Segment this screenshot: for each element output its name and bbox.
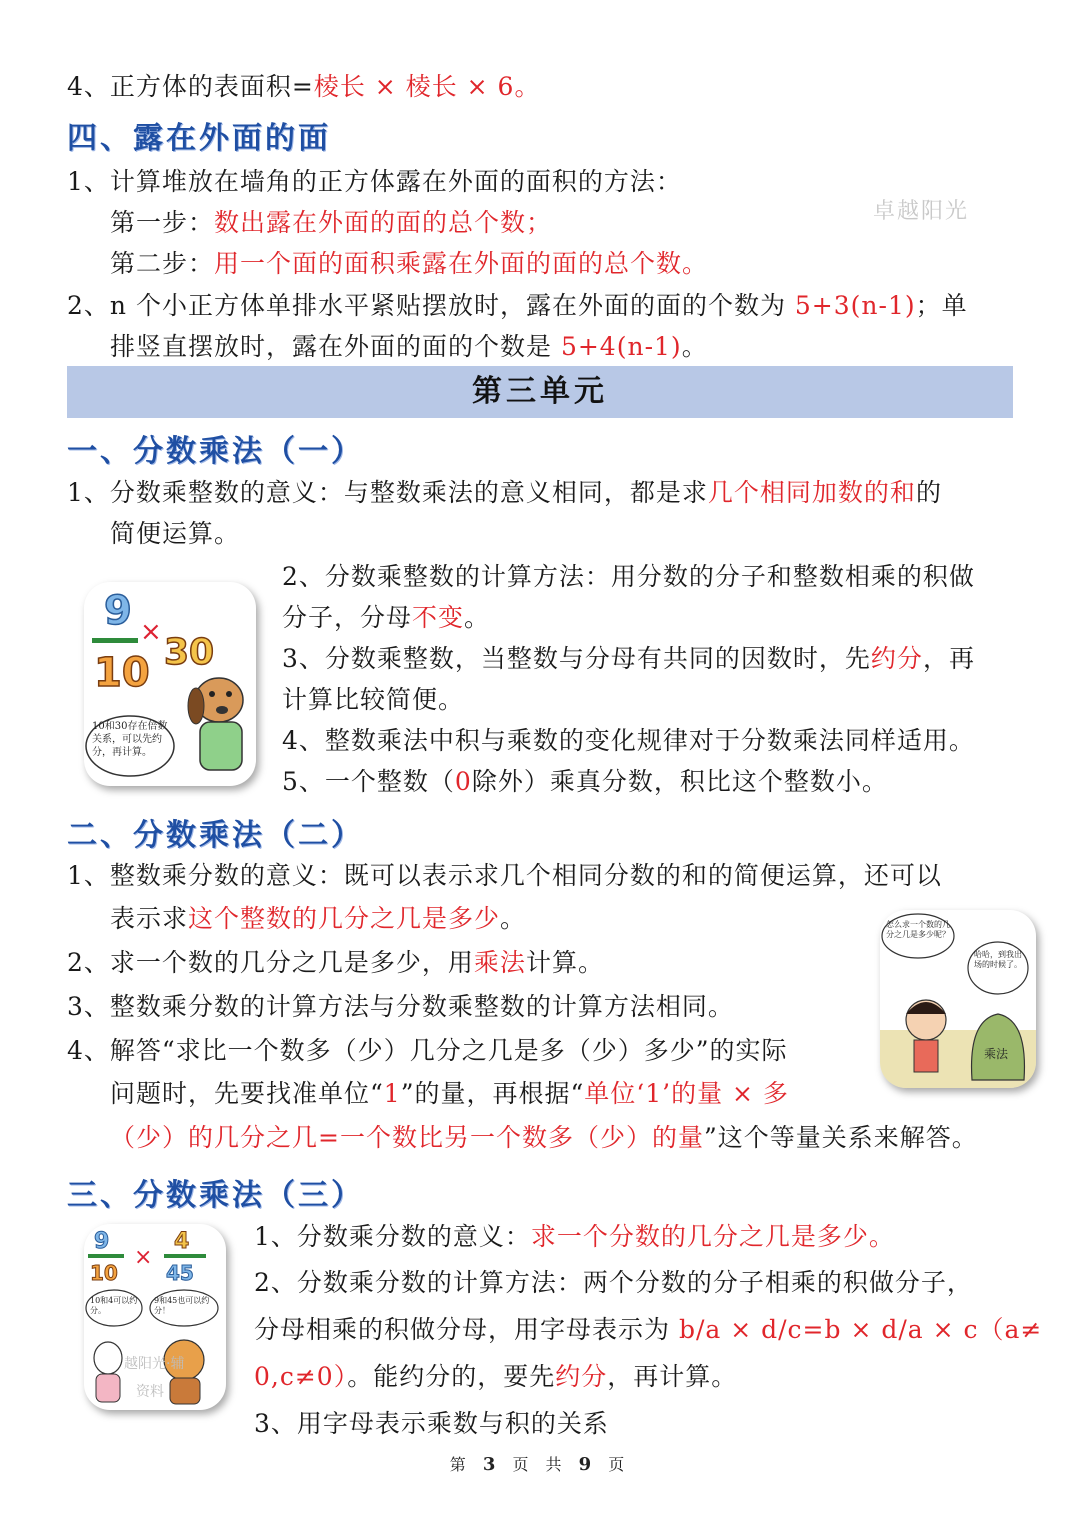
bubble-text-wrap (92, 720, 170, 774)
bubble-text: 9和45也可以约分！ (154, 1296, 210, 1315)
vertical-row-rule (110, 330, 708, 364)
card-d2: 45 (166, 1261, 194, 1285)
item-text: 分母相乘的积做分母，用字母表示为 (254, 1315, 679, 1344)
fraction-bar (164, 1254, 206, 1258)
part2-item4: 4、解答“求比一个数多（少）几分之几是多（少）多少”的实际 (67, 1036, 788, 1065)
dog-ear (188, 688, 204, 724)
item-tail: ，再 (922, 644, 975, 673)
dog-nose (216, 706, 228, 714)
item-text: 分子，分母 (282, 603, 413, 632)
section-heading-part3: 三、分数乘法（三） (67, 1178, 364, 1213)
item-text: 5、一个整数（ (282, 767, 455, 796)
bubble-text-wrap (974, 950, 1024, 990)
step-one-text: 数出露在外面的面的总个数； (214, 208, 553, 237)
part3-item1 (254, 1220, 895, 1254)
part2-item1-cont (110, 902, 526, 936)
item-tail: 计算。 (525, 948, 604, 977)
section-heading-exposed-faces: 四、露在外面的面 (67, 121, 331, 156)
card-numerator: 9 (104, 588, 132, 634)
item-red: 几个相同加数的和 (707, 478, 916, 507)
illustration-svg (84, 1224, 226, 1410)
lion-body (170, 1378, 200, 1404)
item-text: 3、分数乘整数，当整数与分母有共同的因数时，先 (282, 644, 871, 673)
item-tail: ，再计算。 (607, 1362, 738, 1391)
item-mid: ”的量，再根据“ (400, 1079, 585, 1108)
item-red: 不变 (412, 603, 465, 632)
cabbage-label: 乘法 (984, 1047, 1009, 1061)
item-text: 1、分数乘整数的意义：与整数乘法的意义相同，都是求 (67, 478, 708, 507)
part2-item3: 3、整数乘分数的计算方法与分数乘整数的计算方法相同。 (67, 992, 734, 1021)
card-n1: 9 (94, 1229, 110, 1254)
fraction-times-integer-illustration (84, 582, 256, 786)
item-text: 1、分数乘分数的意义： (254, 1222, 531, 1251)
fraction-bar (88, 1254, 124, 1258)
rabbit-head (94, 1342, 122, 1374)
part3-item2-cont2 (254, 1360, 737, 1394)
section-heading-part1: 一、分数乘法（一） (67, 434, 364, 469)
footer-pre: 第 (449, 1455, 472, 1474)
item-red-1: 1 (383, 1079, 401, 1108)
illustration-svg (880, 910, 1036, 1088)
item-text: 问题时，先要找准单位“ (110, 1079, 384, 1108)
rabbit-body (96, 1374, 120, 1402)
bubble-text: 哈哈，到我出场的时候了。 (974, 950, 1022, 969)
card-d1: 10 (90, 1261, 118, 1285)
card-times: × (134, 1245, 153, 1270)
exposed-method-intro: 1、计算堆放在墙角的正方体露在外面的面积的方法： (67, 167, 682, 196)
bubble-text-wrap (154, 1296, 216, 1322)
part1-item5 (282, 765, 888, 799)
item-text: 表示求 (110, 904, 189, 933)
fraction-bar (92, 638, 138, 643)
step-two-label: 第二步： (110, 249, 215, 278)
card-watermark: 越阳光·辅 (124, 1356, 185, 1372)
item-red: b/a × d/c=b × d/a × c（a≠ (678, 1315, 1043, 1344)
item-tail: ”这个等量关系来解答。 (703, 1123, 978, 1152)
rule-tail: ；单 (915, 291, 968, 320)
item-red: 约分 (870, 644, 923, 673)
formula-prefix: 4、正方体的表面积= (67, 72, 314, 101)
item-text: 。能约分的，要先 (347, 1362, 556, 1391)
item-tail: 除外）乘真分数，积比这个整数小。 (471, 767, 888, 796)
item-tail: 。 (464, 603, 491, 632)
part2-item1: 1、整数乘分数的意义：既可以表示求几个相同分数的和的简便运算，还可以 (67, 861, 942, 890)
part1-item1-cont: 简便运算。 (110, 519, 241, 548)
item-tail: 。 (500, 904, 527, 933)
part3-item2: 2、分数乘分数的计算方法：两个分数的分子相乘的积做分子， (254, 1268, 973, 1297)
formula-red: 棱长 × 棱长 × 6。 (313, 72, 541, 101)
item-red: 求一个分数的几分之几是多少。 (530, 1222, 895, 1251)
bubble-text-wrap (90, 1296, 140, 1322)
total-pages: 9 (578, 1454, 598, 1475)
rule-text: 2、n 个小正方体单排水平紧贴摆放时，露在外面的面的个数为 (67, 291, 795, 320)
step-two-text: 用一个面的面积乘露在外面的面的总个数。 (214, 249, 709, 278)
footer-post: 页 (608, 1455, 631, 1474)
part1-item4: 4、整数乘法中积与乘数的变化规律对于分数乘法同样适用。 (282, 726, 975, 755)
part1-item2: 2、分数乘整数的计算方法：用分数的分子和整数相乘的积做 (282, 562, 975, 591)
bubble-text: 10和4可以约分。 (90, 1296, 138, 1315)
page-number: 3 (482, 1454, 502, 1475)
cube-surface-area-formula (67, 70, 540, 104)
rule-formula: 5+3(n-1) (794, 291, 916, 320)
watermark: 卓越阳光 (873, 199, 970, 224)
part2-item2 (67, 946, 604, 980)
item-red: 乘法 (473, 948, 526, 977)
dog-eye (209, 691, 215, 697)
girl-hair (906, 1002, 946, 1014)
section-heading-part2: 二、分数乘法（二） (67, 818, 364, 853)
card-times: × (140, 617, 162, 647)
horizontal-row-rule (67, 289, 968, 323)
footer-mid: 页 共 (512, 1455, 568, 1474)
unit-banner: 第三单元 (67, 366, 1013, 418)
rule-tail: 。 (681, 332, 708, 361)
part1-item1 (67, 476, 942, 510)
step-one (110, 206, 552, 240)
card-n2: 4 (174, 1229, 190, 1254)
bubble-text: 10和30存在倍数关系，可以先约分，再计算。 (92, 721, 168, 758)
rule-text: 排竖直摆放时，露在外面的面的个数是 (110, 332, 561, 361)
card-denominator: 10 (94, 650, 150, 696)
item-red: 单位‘1’的量 × 多 (584, 1079, 789, 1108)
part1-item3-cont: 计算比较简便。 (282, 685, 465, 714)
rule-formula: 5+4(n-1) (560, 332, 682, 361)
part1-item2-cont (282, 601, 490, 635)
page-footer (0, 1452, 1080, 1475)
dog-body (200, 722, 242, 770)
part1-item3 (282, 642, 975, 676)
dog-eye (226, 691, 232, 697)
step-one-label: 第一步： (110, 208, 215, 237)
card-factor: 30 (164, 632, 215, 673)
bubble-text: 怎么求一个数的几分之几是多少呢？ (886, 920, 950, 939)
card-watermark-2: 资料 (136, 1384, 164, 1400)
item-red: 这个整数的几分之几是多少 (188, 904, 501, 933)
item-text: 2、求一个数的几分之几是多少，用 (67, 948, 474, 977)
item-tail: 的 (915, 478, 942, 507)
integer-times-fraction-illustration (880, 910, 1036, 1088)
item-red: 0 (454, 767, 472, 796)
step-two (110, 247, 708, 281)
girl-body (914, 1040, 938, 1072)
part3-item2-cont (254, 1313, 1042, 1347)
part2-item4-cont2 (110, 1121, 978, 1155)
item-red: （少）的几分之几=一个数比另一个数多（少）的量 (110, 1123, 704, 1152)
fraction-times-fraction-illustration (84, 1224, 226, 1410)
bubble-text-wrap (886, 920, 952, 956)
part2-item4-cont (110, 1077, 789, 1111)
part3-item3: 3、用字母表示乘数与积的关系 (254, 1409, 609, 1438)
item-red-2: 约分 (555, 1362, 608, 1391)
item-red: 0,c≠0） (254, 1362, 348, 1391)
illustration-svg (84, 582, 256, 786)
